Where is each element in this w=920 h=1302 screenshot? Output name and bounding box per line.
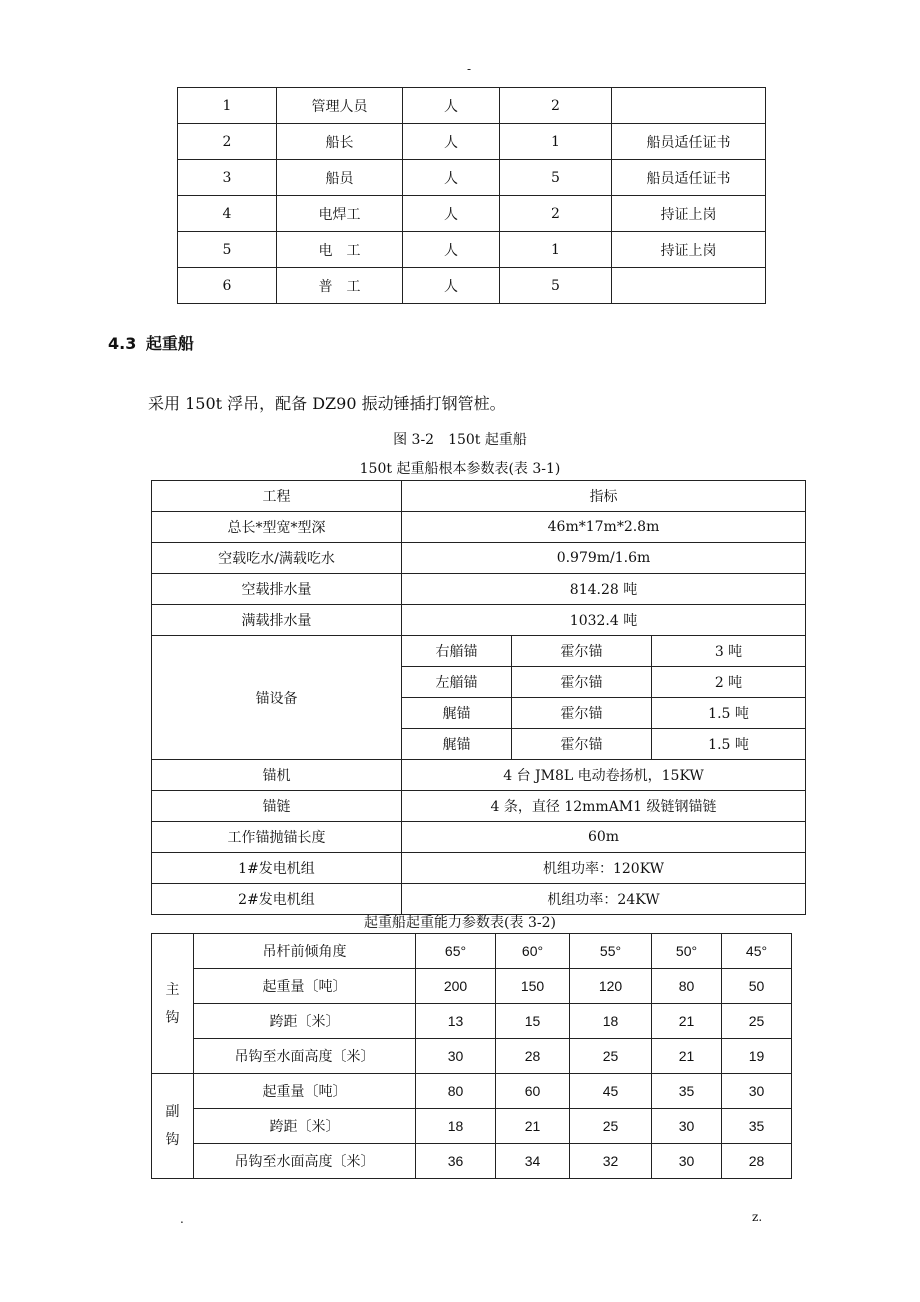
capacity-row — [152, 1004, 792, 1039]
capacity-value: 32 — [570, 1144, 652, 1179]
param-name: 锚链 — [152, 791, 402, 822]
param-value: 机组功率：24KW — [402, 884, 806, 915]
angle-value: 65° — [416, 934, 496, 969]
header-mark: - — [467, 62, 472, 76]
staff-row — [178, 124, 766, 160]
capacity-value: 15 — [496, 1004, 570, 1039]
capacity-value: 25 — [570, 1039, 652, 1074]
angle-label: 吊杆前倾角度 — [194, 934, 416, 969]
staff-cell: 人 — [403, 160, 500, 196]
param-name: 1#发电机组 — [152, 853, 402, 884]
param-value: 0.979m/1.6m — [402, 543, 806, 574]
staff-cell: 6 — [178, 268, 277, 304]
capacity-value: 80 — [652, 969, 722, 1004]
staff-cell — [612, 88, 766, 124]
staff-cell: 4 — [178, 196, 277, 232]
capacity-row-name: 跨距〔米〕 — [194, 1109, 416, 1144]
staff-cell: 2 — [500, 88, 612, 124]
param-name: 满载排水量 — [152, 605, 402, 636]
section-number: 4.3 — [108, 334, 137, 353]
staff-row — [178, 232, 766, 268]
param-value: 60m — [402, 822, 806, 853]
params-row — [152, 760, 806, 791]
staff-cell: 人 — [403, 124, 500, 160]
param-name: 总长*型宽*型深 — [152, 512, 402, 543]
capacity-value: 150 — [496, 969, 570, 1004]
anchor-cell: 3 吨 — [652, 636, 806, 667]
main_hook-label-char: 主 — [165, 981, 180, 998]
staff-cell: 1 — [500, 232, 612, 268]
staff-cell: 管理人员 — [277, 88, 403, 124]
staff-cell: 5 — [500, 160, 612, 196]
param-value: 4 台 JM8L 电动卷扬机，15KW — [402, 760, 806, 791]
capacity-value: 200 — [416, 969, 496, 1004]
capacity-table — [151, 933, 792, 1179]
staff-cell: 1 — [500, 124, 612, 160]
param-value: 46m*17m*2.8m — [402, 512, 806, 543]
staff-cell: 5 — [178, 232, 277, 268]
param-value: 4 条，直径 12mmAM1 级链钢锚链 — [402, 791, 806, 822]
section-title: 起重船 — [145, 334, 194, 353]
staff-cell: 电 工 — [277, 232, 403, 268]
anchor-cell: 霍尔锚 — [512, 667, 652, 698]
param-value: 机组功率：120KW — [402, 853, 806, 884]
capacity-value: 30 — [722, 1074, 792, 1109]
capacity-value: 19 — [722, 1039, 792, 1074]
capacity-table-caption: 起重船起重能力参数表(表 3-2) — [364, 915, 556, 931]
aux_hook-label-char: 副 — [165, 1104, 180, 1120]
capacity-row — [152, 1144, 792, 1179]
capacity-row-name: 吊钩至水面高度〔米〕 — [194, 1144, 416, 1179]
capacity-value: 36 — [416, 1144, 496, 1179]
capacity-row-name: 起重量〔吨〕 — [194, 1074, 416, 1109]
intro-paragraph: 采用 150t 浮吊，配备 DZ90 振动锤插打钢管桩。 — [148, 394, 506, 413]
staff-row — [178, 160, 766, 196]
param-name: 空载吃水/满载吃水 — [152, 543, 402, 574]
params-row — [152, 543, 806, 574]
anchor-cell: 1.5 吨 — [652, 729, 806, 760]
params-row — [152, 605, 806, 636]
staff-cell: 电焊工 — [277, 196, 403, 232]
angle-value: 45° — [722, 934, 792, 969]
staff-table — [177, 87, 766, 304]
params-row — [152, 853, 806, 884]
anchor-cell: 艉锚 — [402, 698, 512, 729]
staff-cell: 人 — [403, 232, 500, 268]
anchor-equipment-label: 锚设备 — [152, 636, 402, 760]
capacity-value: 34 — [496, 1144, 570, 1179]
capacity-value: 18 — [570, 1004, 652, 1039]
staff-row — [178, 88, 766, 124]
footer-left: . — [180, 1212, 184, 1226]
angle-value: 55° — [570, 934, 652, 969]
angle-value: 50° — [652, 934, 722, 969]
capacity-row — [152, 969, 792, 1004]
capacity-value: 28 — [496, 1039, 570, 1074]
param-name: 空载排水量 — [152, 574, 402, 605]
section-heading — [108, 331, 194, 354]
capacity-row-name: 跨距〔米〕 — [194, 1004, 416, 1039]
capacity-value: 25 — [570, 1109, 652, 1144]
main_hook-label — [152, 934, 194, 1074]
params-row — [152, 791, 806, 822]
anchor-cell: 右艏锚 — [402, 636, 512, 667]
capacity-value: 30 — [416, 1039, 496, 1074]
capacity-value: 120 — [570, 969, 652, 1004]
anchor-cell: 霍尔锚 — [512, 698, 652, 729]
params-row — [152, 512, 806, 543]
capacity-value: 30 — [652, 1144, 722, 1179]
staff-cell: 2 — [178, 124, 277, 160]
staff-row — [178, 268, 766, 304]
params-header-value: 指标 — [402, 481, 806, 512]
params-row — [152, 884, 806, 915]
capacity-value: 21 — [652, 1039, 722, 1074]
staff-cell — [612, 268, 766, 304]
anchor-row — [152, 636, 806, 667]
params-header-item: 工程 — [152, 481, 402, 512]
aux_hook-label — [152, 1074, 194, 1179]
staff-cell: 5 — [500, 268, 612, 304]
staff-cell: 2 — [500, 196, 612, 232]
capacity-value: 13 — [416, 1004, 496, 1039]
staff-cell: 船员 — [277, 160, 403, 196]
capacity-value: 28 — [722, 1144, 792, 1179]
main_hook-label-char: 钩 — [165, 1009, 180, 1026]
staff-cell: 人 — [403, 268, 500, 304]
staff-cell: 普 工 — [277, 268, 403, 304]
params-row — [152, 822, 806, 853]
staff-cell: 船长 — [277, 124, 403, 160]
anchor-cell: 2 吨 — [652, 667, 806, 698]
param-name: 锚机 — [152, 760, 402, 791]
capacity-value: 35 — [652, 1074, 722, 1109]
capacity-value: 50 — [722, 969, 792, 1004]
angle-row — [152, 934, 792, 969]
param-value: 1032.4 吨 — [402, 605, 806, 636]
anchor-cell: 左艏锚 — [402, 667, 512, 698]
capacity-value: 80 — [416, 1074, 496, 1109]
anchor-cell: 艉锚 — [402, 729, 512, 760]
aux_hook-label-char: 钩 — [165, 1132, 180, 1148]
capacity-row — [152, 1039, 792, 1074]
param-name: 工作锚抛锚长度 — [152, 822, 402, 853]
capacity-row — [152, 1074, 792, 1109]
capacity-value: 21 — [496, 1109, 570, 1144]
capacity-value: 25 — [722, 1004, 792, 1039]
capacity-row — [152, 1109, 792, 1144]
staff-cell: 持证上岗 — [612, 232, 766, 268]
staff-row — [178, 196, 766, 232]
capacity-value: 60 — [496, 1074, 570, 1109]
staff-cell: 3 — [178, 160, 277, 196]
figure-caption: 图 3-2 150t 起重船 — [393, 432, 527, 448]
params-row — [152, 574, 806, 605]
capacity-row-name: 吊钩至水面高度〔米〕 — [194, 1039, 416, 1074]
capacity-value: 35 — [722, 1109, 792, 1144]
anchor-cell: 霍尔锚 — [512, 729, 652, 760]
capacity-value: 30 — [652, 1109, 722, 1144]
staff-cell: 船员适任证书 — [612, 160, 766, 196]
capacity-value: 45 — [570, 1074, 652, 1109]
params-table — [151, 480, 806, 915]
staff-cell: 船员适任证书 — [612, 124, 766, 160]
param-name: 2#发电机组 — [152, 884, 402, 915]
anchor-cell: 1.5 吨 — [652, 698, 806, 729]
staff-cell: 人 — [403, 196, 500, 232]
anchor-cell: 霍尔锚 — [512, 636, 652, 667]
staff-cell: 1 — [178, 88, 277, 124]
staff-cell: 持证上岗 — [612, 196, 766, 232]
capacity-value: 21 — [652, 1004, 722, 1039]
angle-value: 60° — [496, 934, 570, 969]
params-header-row — [152, 481, 806, 512]
param-value: 814.28 吨 — [402, 574, 806, 605]
capacity-value: 18 — [416, 1109, 496, 1144]
staff-cell: 人 — [403, 88, 500, 124]
params-table-caption: 150t 起重船根本参数表(表 3-1) — [359, 461, 561, 477]
footer-right: z. — [752, 1210, 763, 1224]
capacity-row-name: 起重量〔吨〕 — [194, 969, 416, 1004]
